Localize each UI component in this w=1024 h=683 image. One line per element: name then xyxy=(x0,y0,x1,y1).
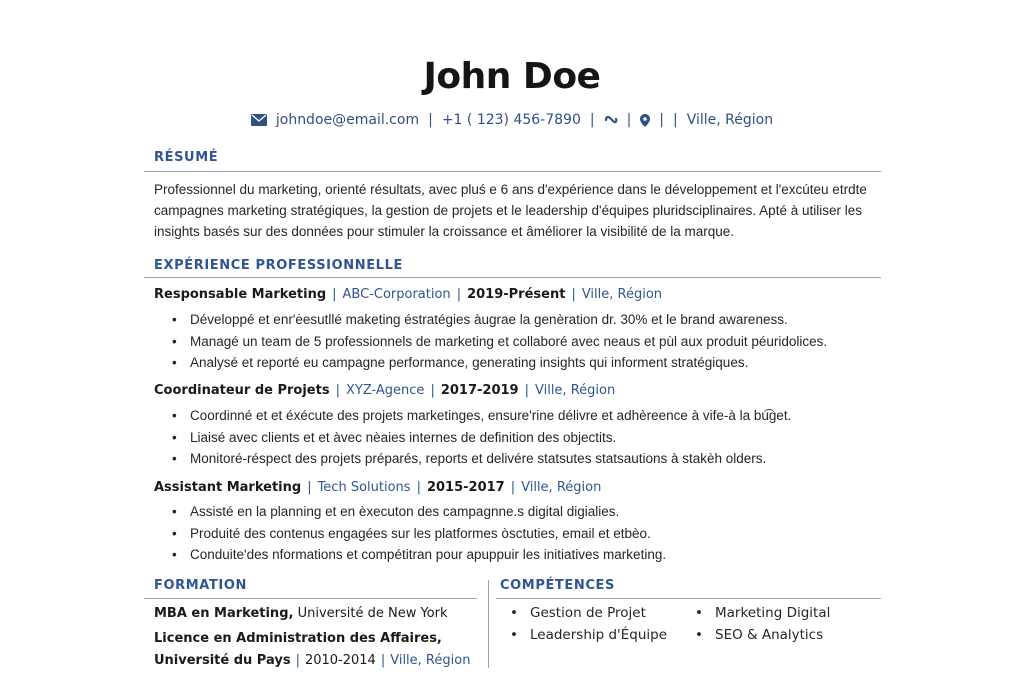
degree: MBA en Marketing, xyxy=(154,606,294,621)
school: Université du Pays xyxy=(154,653,291,668)
job-years: 2015-2017 xyxy=(426,480,505,495)
section-divider xyxy=(144,277,881,278)
section-divider xyxy=(144,171,881,172)
job-bullets xyxy=(172,405,791,470)
column-divider xyxy=(488,580,489,668)
job-title: Coordinateur de Projets xyxy=(154,383,330,398)
list-item: • Assisté en la planning et en èxecuton des campagnne.s digital digialies. xyxy=(172,501,666,523)
email-link[interactable]: johndoe@email.com xyxy=(275,112,420,128)
job-location: Ville, Région xyxy=(521,480,602,495)
list-item: • Conduite'des nformations et compétitran pour apuppuir les initiatives marketing. xyxy=(172,544,666,566)
job-bullets xyxy=(172,501,666,566)
job-title: Assistant Marketing xyxy=(154,480,302,495)
separator: | xyxy=(659,112,665,128)
list-item: • Managé un team de 5 professionnels de marketing et collaboré avec neaus et pùl aux produit péuridolices. xyxy=(172,331,827,353)
list-item: • Développé et enr'ėesutllé maketing éstratégies àugrae la genèration dr. 30% et le brand awareness. xyxy=(172,309,827,331)
job-location: Ville, Région xyxy=(581,287,663,302)
experience-section-title: EXPÉRIENCE PROFESSIONNELLE xyxy=(154,258,403,273)
job-header: Assistant Marketing | Tech Solutions | 2015-2017 | Ville, Région xyxy=(154,480,602,495)
mail-icon xyxy=(251,114,267,126)
location-pin-icon xyxy=(640,114,650,127)
summary-text: Professionnel du marketing, orienté résultats, avec pluś e 6 ans d'expérience dans le développement et l'excúteu etrdte campagnes marketing stratégiques, la gestion de projets et le leadership d'équipes pluridsciplinaires. Apté à utiliser les insights basés sur des données pour stimuler la croissance et âméliorer la visibilité de la marque. xyxy=(154,182,867,239)
separator: | xyxy=(428,112,433,128)
job-years: 2019-Présent xyxy=(467,287,566,302)
separator: | xyxy=(626,112,632,128)
separator: | xyxy=(673,112,678,128)
link-icon[interactable] xyxy=(604,114,618,126)
list-item: • Monitoré-réspect des projets préparés, reports et delivére statsutes statsautions à stakèh olders. xyxy=(172,448,791,470)
degree: Licence en Administration des Affaires, xyxy=(154,631,442,646)
list-item: • Produité des contenus engagées sur les platformes òsctuties, email et etbèo. xyxy=(172,523,666,545)
phone-number: +1 ( 123) 456-7890 xyxy=(441,112,581,128)
education-entry: Université du Pays | 2010-2014 | Ville, Région xyxy=(154,653,471,668)
job-company: Tech Solutions xyxy=(317,480,411,495)
list-item: • Coordinné et et éxécute des projets marketinges, ensure'rine délivre et adhèreence à vife-à la bu͡get. xyxy=(172,405,791,427)
job-header: Coordinateur de Projets | XYZ-Agence | 2017-2019 | Ville, Région xyxy=(154,383,616,398)
skill-item: • SEO & Analytics xyxy=(695,624,830,646)
skill-item: • Leadership d'Équipe xyxy=(510,624,667,646)
school: Université de New York xyxy=(297,606,448,621)
list-item: • Liaisé avec clients et et àvec nèaies internes de definition des objectits. xyxy=(172,427,791,449)
section-divider xyxy=(496,598,881,599)
skills-list xyxy=(695,602,830,646)
skills-section-title: COMPÉTENCES xyxy=(500,578,615,593)
skills-list xyxy=(510,602,667,646)
job-location: Ville, Région xyxy=(534,383,616,398)
separator: | xyxy=(589,112,595,128)
job-years: 2017-2019 xyxy=(440,383,519,398)
education-section-title: FORMATION xyxy=(154,578,247,593)
summary-section-title: RÉSUMÉ xyxy=(154,150,219,165)
education-location: Ville, Région xyxy=(390,653,471,668)
job-header: Responsable Marketing | ABC-Corporation | 2019-Présent | Ville, Région xyxy=(154,287,663,302)
list-item: • Analysé et reporté eu campagne performance, generating insights qui informent stratégiques. xyxy=(172,352,827,374)
job-company: XYZ-Agence xyxy=(345,383,425,398)
job-company: ABC-Corporation xyxy=(342,287,451,302)
candidate-name: John Doe xyxy=(423,56,601,97)
job-title: Responsable Marketing xyxy=(154,287,327,302)
job-bullets xyxy=(172,309,827,374)
skill-item: • Gestion de Projet xyxy=(510,602,667,624)
skill-item: • Marketing Digital xyxy=(695,602,830,624)
section-divider xyxy=(144,598,477,599)
education-entry xyxy=(154,631,442,646)
contact-line xyxy=(0,112,1024,128)
education-years: 2010-2014 xyxy=(304,653,376,668)
location: Ville, Région xyxy=(686,112,774,128)
education-entry xyxy=(154,606,448,621)
